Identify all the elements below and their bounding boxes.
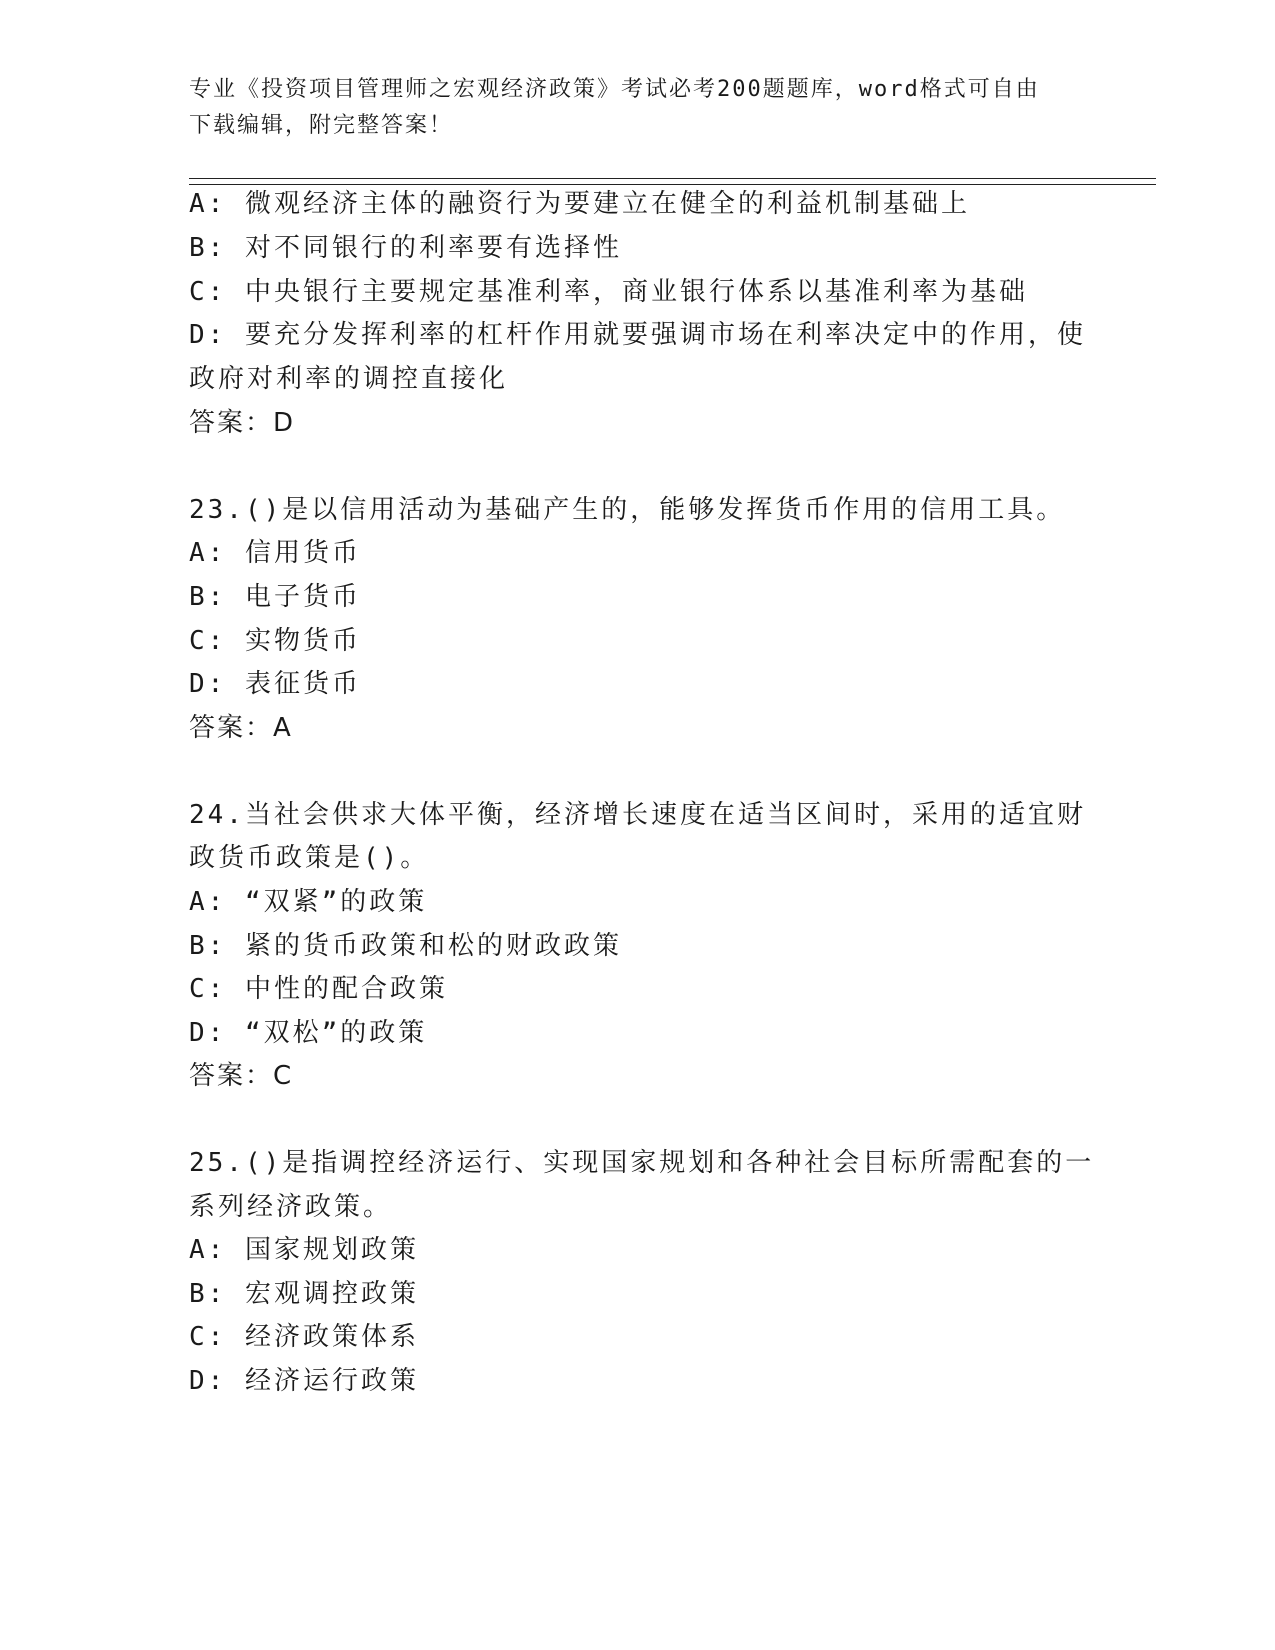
header-line-2: 下载编辑，附完整答案！ [189, 113, 454, 138]
q24-option-c: C: 中性的配合政策 [189, 974, 448, 1004]
q24-stem-line-2: 政货币政策是()。 [189, 843, 430, 873]
q24-option-a: A: “双紧”的政策 [189, 887, 428, 917]
header-divider-top [189, 178, 1156, 179]
q23-option-a: A: 信用货币 [189, 538, 361, 568]
q25-option-b: B: 宏观调控政策 [189, 1279, 419, 1309]
q25-option-c: C: 经济政策体系 [189, 1322, 419, 1352]
q25-stem-line-2: 系列经济政策。 [189, 1192, 393, 1222]
q22-answer: 答案：D [189, 408, 296, 438]
q22-option-d-line-1: D: 要充分发挥利率的杠杆作用就要强调市场在利率决定中的作用，使 [189, 320, 1086, 350]
q24-stem-line-1: 24.当社会供求大体平衡，经济增长速度在适当区间时，采用的适宜财 [189, 800, 1086, 830]
q25-stem-line-1: 25.()是指调控经济运行、实现国家规划和各种社会目标所需配套的一 [189, 1148, 1095, 1178]
q23-option-c: C: 实物货币 [189, 626, 361, 656]
q22-option-c: C: 中央银行主要规定基准利率，商业银行体系以基准利率为基础 [189, 277, 1028, 307]
header-line-1: 专业《投资项目管理师之宏观经济政策》考试必考200题题库，word格式可自由 [189, 77, 1040, 102]
q25-option-a: A: 国家规划政策 [189, 1235, 419, 1265]
q24-option-d: D: “双松”的政策 [189, 1018, 428, 1048]
q23-option-b: B: 电子货币 [189, 582, 361, 612]
document-header [189, 72, 1089, 144]
q23-option-d: D: 表征货币 [189, 669, 361, 699]
q24-option-b: B: 紧的货币政策和松的财政政策 [189, 931, 622, 961]
q24-answer: 答案：C [189, 1061, 294, 1091]
q25-option-d: D: 经济运行政策 [189, 1366, 419, 1396]
header-divider-bottom [189, 184, 1156, 185]
q23-answer: 答案：A [189, 713, 293, 743]
q22-option-b: B: 对不同银行的利率要有选择性 [189, 233, 622, 263]
q23-stem: 23.()是以信用活动为基础产生的，能够发挥货币作用的信用工具。 [189, 495, 1066, 525]
q22-option-a: A: 微观经济主体的融资行为要建立在健全的利益机制基础上 [189, 189, 970, 219]
q22-option-d-line-2: 政府对利率的调控直接化 [189, 364, 509, 394]
